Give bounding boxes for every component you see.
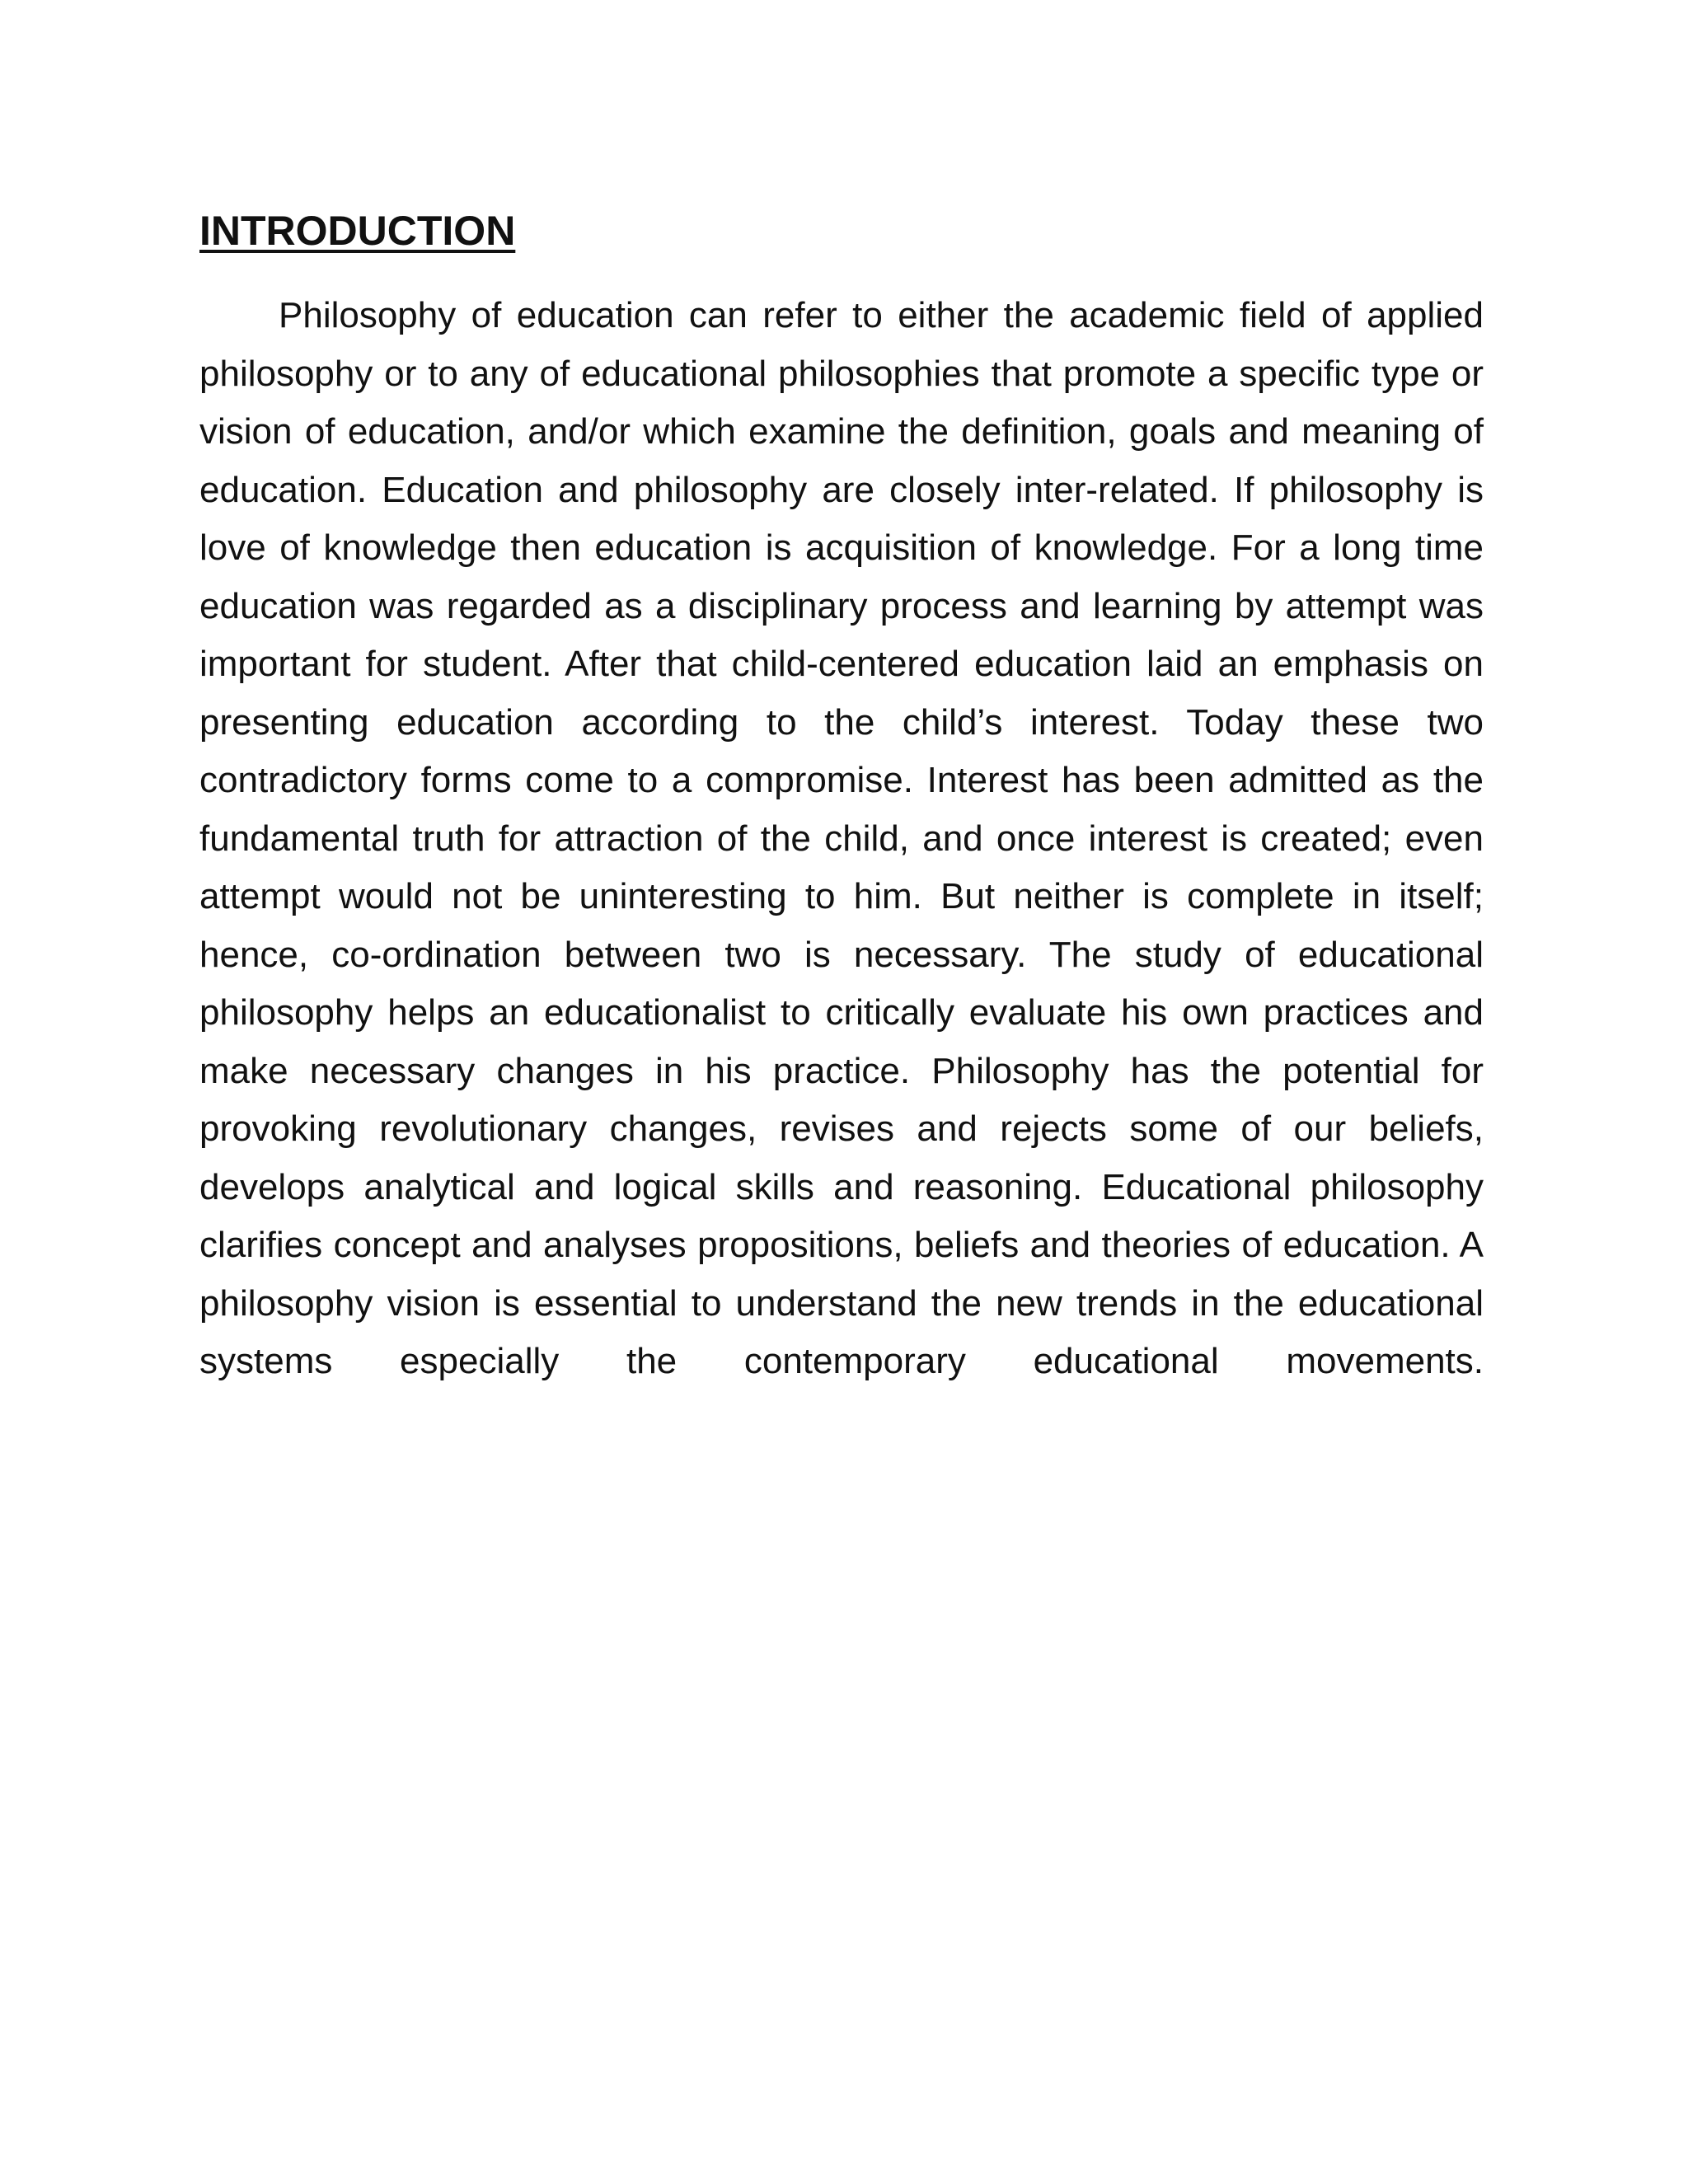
body-paragraph: Philosophy of education can refer to either the academic field of applied philosophy or to any of educational philosophies that promote a specific type or vision of education, and/or which examine the definition, goals and meaning of education. Education and philosophy are closely inter-related. If philosophy is love of knowledge then education is acquisition of knowledge. For a long time education was regarded as a disciplinary process and learning by attempt was important for student. After that child-centered education laid an emphasis on presenting education according to the child’s interest. Today these two contradictory forms come to a compromise. Interest has been admitted as the fundamental truth for attraction of the child, and once interest is created; even attempt would not be uninteresting to him. But neither is complete in itself; hence, co-ordination between two is necessary. The study of educational philosophy helps an educationalist to critically evaluate his own practices and make necessary changes in his practice. Philosophy has the potential for provoking revolutionary changes, revises and rejects some of our beliefs, develops analytical and logical skills and reasoning. Educational philosophy clarifies concept and analyses propositions, beliefs and theories of education. A philosophy vision is essential to understand the new trends in the educational systems especially the contemporary educational movements. bbox=[199, 295, 1484, 1381]
section-heading: INTRODUCTION bbox=[199, 208, 516, 254]
